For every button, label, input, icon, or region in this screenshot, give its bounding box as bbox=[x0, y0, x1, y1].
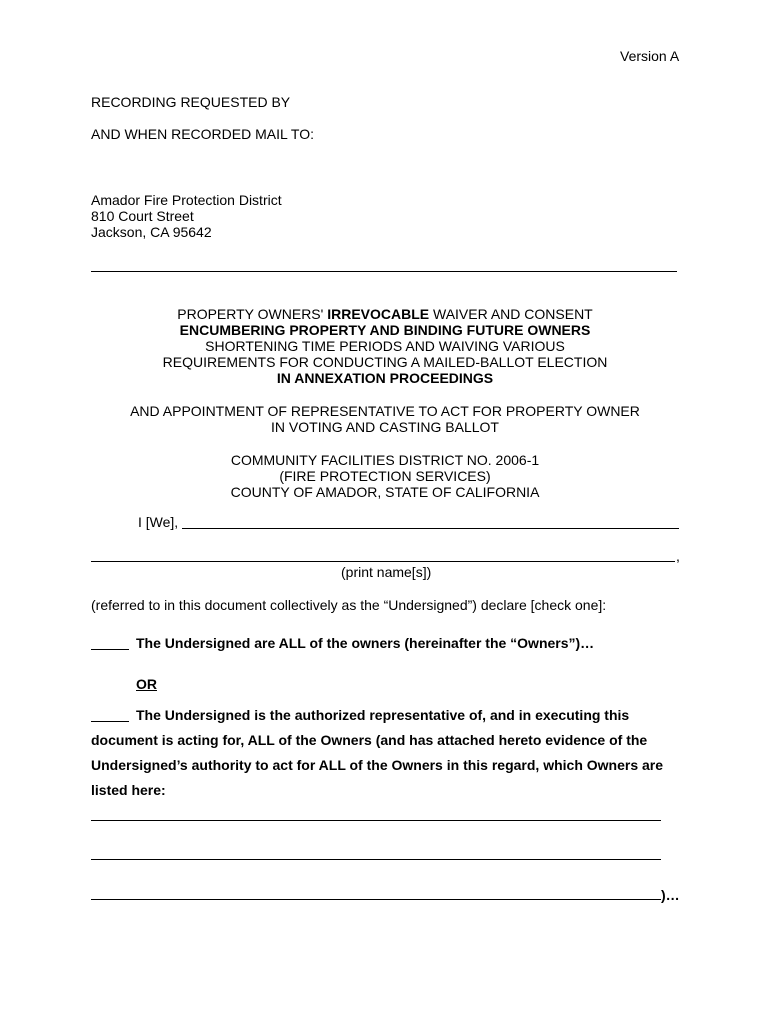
title-line-3: SHORTENING TIME PERIODS AND WAIVING VARIOUS bbox=[205, 338, 565, 354]
closing-paren: )… bbox=[661, 887, 680, 903]
title-line-2: ENCUMBERING PROPERTY AND BINDING FUTURE OWNERS bbox=[179, 322, 591, 338]
owners-list-line-2[interactable] bbox=[91, 859, 661, 860]
name-blank-2[interactable] bbox=[91, 561, 675, 562]
print-names-caption: (print name[s]) bbox=[341, 564, 432, 580]
title-line-6: AND APPOINTMENT OF REPRESENTATIVE TO ACT FOR PROPERTY OWNER bbox=[130, 403, 640, 419]
title-line-8: COMMUNITY FACILITIES DISTRICT NO. 2006-1 bbox=[230, 452, 540, 468]
title-line-5: IN ANNEXATION PROCEEDINGS bbox=[276, 370, 494, 386]
option-owners-text: The Undersigned are ALL of the owners (hereinafter the “Owners”)… bbox=[136, 635, 595, 651]
referred-text: (referred to in this document collectively as the “Undersigned”) declare [check one]: bbox=[91, 597, 607, 613]
comma: , bbox=[676, 548, 680, 564]
or-label: OR bbox=[136, 676, 157, 692]
option-representative-line-3: Undersigned’s authority to act for ALL of the Owners in this regard, which Owners are bbox=[91, 757, 664, 773]
header-divider bbox=[91, 271, 677, 272]
name-blank-1[interactable] bbox=[182, 528, 679, 529]
i-we-label: I [We], bbox=[138, 514, 179, 530]
title-line-10: COUNTY OF AMADOR, STATE OF CALIFORNIA bbox=[230, 484, 540, 500]
address-city: Jackson, CA 95642 bbox=[91, 224, 212, 240]
owners-list-line-3[interactable] bbox=[91, 899, 661, 900]
version-label: Version A bbox=[620, 48, 680, 64]
address-street: 810 Court Street bbox=[91, 208, 194, 224]
checkbox-blank-representative[interactable] bbox=[91, 721, 129, 722]
owners-list-line-1[interactable] bbox=[91, 820, 661, 821]
address-name: Amador Fire Protection District bbox=[91, 192, 282, 208]
option-representative-line-1: The Undersigned is the authorized representative of, and in executing this bbox=[136, 707, 630, 723]
mail-to-label: AND WHEN RECORDED MAIL TO: bbox=[91, 126, 314, 142]
title-line-9: (FIRE PROTECTION SERVICES) bbox=[279, 468, 491, 484]
recording-requested-label: RECORDING REQUESTED BY bbox=[91, 94, 291, 110]
option-representative-line-2: document is acting for, ALL of the Owners (and has attached hereto evidence of the bbox=[91, 732, 648, 748]
checkbox-blank-owners[interactable] bbox=[91, 649, 129, 650]
title-line-4: REQUIREMENTS FOR CONDUCTING A MAILED-BALLOT ELECTION bbox=[162, 354, 608, 370]
title-line-7: IN VOTING AND CASTING BALLOT bbox=[271, 419, 499, 435]
option-representative-line-4: listed here: bbox=[91, 782, 166, 798]
title-line-1: PROPERTY OWNERS' IRREVOCABLE WAIVER AND CONSENT bbox=[177, 306, 593, 322]
